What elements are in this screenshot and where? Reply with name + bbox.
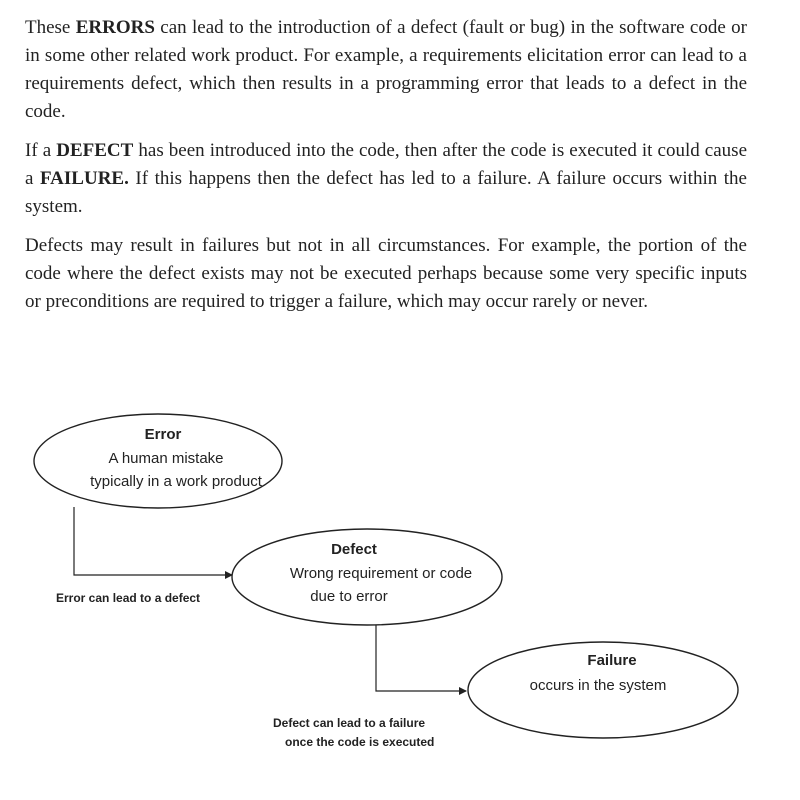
para2-failure-term: FAILURE. bbox=[39, 168, 129, 189]
error-to-defect-label: Error can lead to a defect bbox=[56, 591, 201, 605]
para1-seg0: These bbox=[25, 17, 76, 38]
para2-defect-term: DEFECT bbox=[56, 140, 134, 161]
defect-title: Defect bbox=[331, 541, 377, 558]
para2-seg2: has been introduced into the code, then after the code is executed it could cause a bbox=[25, 140, 747, 189]
defect-to-failure-arrow bbox=[376, 625, 466, 691]
defect-to-failure-label-line2: once the code is executed bbox=[285, 735, 435, 749]
para2-seg4: If this happens then the defect has led to a failure. A failure occurs within the system. bbox=[25, 168, 747, 217]
para1-seg2: can lead to the introduction of a defect (fault or bug) in the software code or in some other related work product. For example, a requirements elicitation error can lead to a requirements defect, which then results in a programming error that leads to a defect in the code. bbox=[25, 17, 747, 122]
error-line1: A human mistake bbox=[108, 450, 224, 467]
para2-seg0: If a bbox=[25, 140, 57, 161]
error-to-defect-arrow bbox=[74, 507, 232, 575]
defect-line1: Wrong requirement or code bbox=[289, 565, 473, 582]
error-line2: typically in a work product bbox=[90, 473, 262, 490]
para1-errors-term: ERRORS bbox=[75, 17, 155, 38]
failure-line1: occurs in the system bbox=[529, 677, 667, 694]
failure-title: Failure bbox=[587, 652, 637, 669]
defect-to-failure-label-line1: Defect can lead to a failure bbox=[273, 716, 426, 730]
para3-seg0: Defects may result in failures but not in all circumstances. For example, the portion of the code where the defect exists may not be executed perhaps because some very specific inputs or preconditions are required to trigger a failure, which may occur rarely or never. bbox=[25, 235, 747, 312]
defect-line2: due to error bbox=[310, 588, 388, 605]
error-title: Error bbox=[144, 426, 182, 443]
